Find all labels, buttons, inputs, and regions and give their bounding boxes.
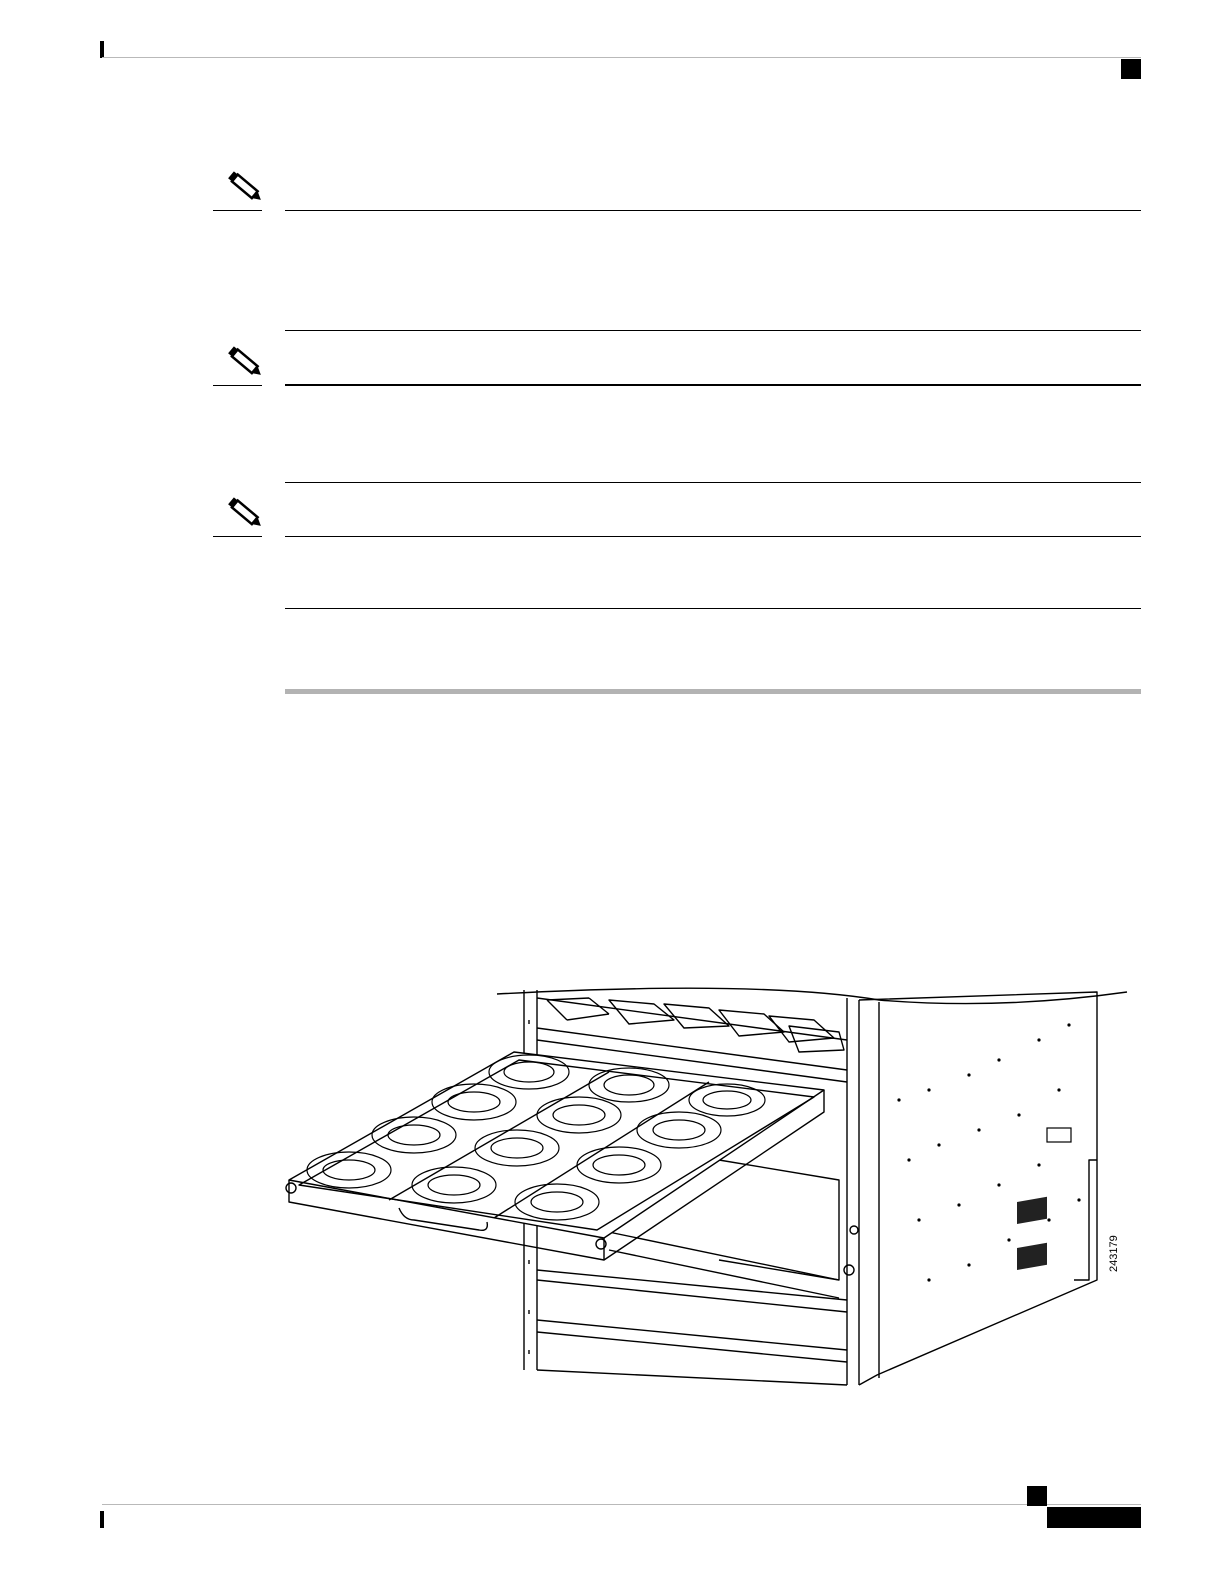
note-bottom-rule: [285, 608, 1141, 609]
note-pencil-icon: [226, 170, 266, 206]
note-pencil-icon: [226, 496, 266, 532]
header-change-bar: [100, 41, 104, 58]
procedure-separator-bar: [285, 689, 1141, 694]
note-bottom-rule: [285, 330, 1141, 331]
figure-id-label: 243179: [1108, 1235, 1120, 1272]
note-bottom-rule: [285, 482, 1141, 483]
footer-change-bar: [100, 1511, 104, 1528]
note-icon-underline: [213, 385, 262, 386]
note-top-rule: [285, 384, 1141, 386]
note-top-rule: [285, 210, 1141, 211]
fan-tray-figure: [279, 980, 1139, 1390]
note-icon-underline: [213, 210, 262, 211]
note-icon-underline: [213, 536, 262, 537]
header-rule: [102, 57, 1141, 58]
footer-page-tab: [1047, 1507, 1141, 1528]
footer-rule: [102, 1504, 1141, 1505]
footer-page-marker: [1027, 1486, 1047, 1506]
note-top-rule: [285, 536, 1141, 537]
header-page-marker: [1121, 59, 1141, 79]
note-pencil-icon: [226, 345, 266, 381]
